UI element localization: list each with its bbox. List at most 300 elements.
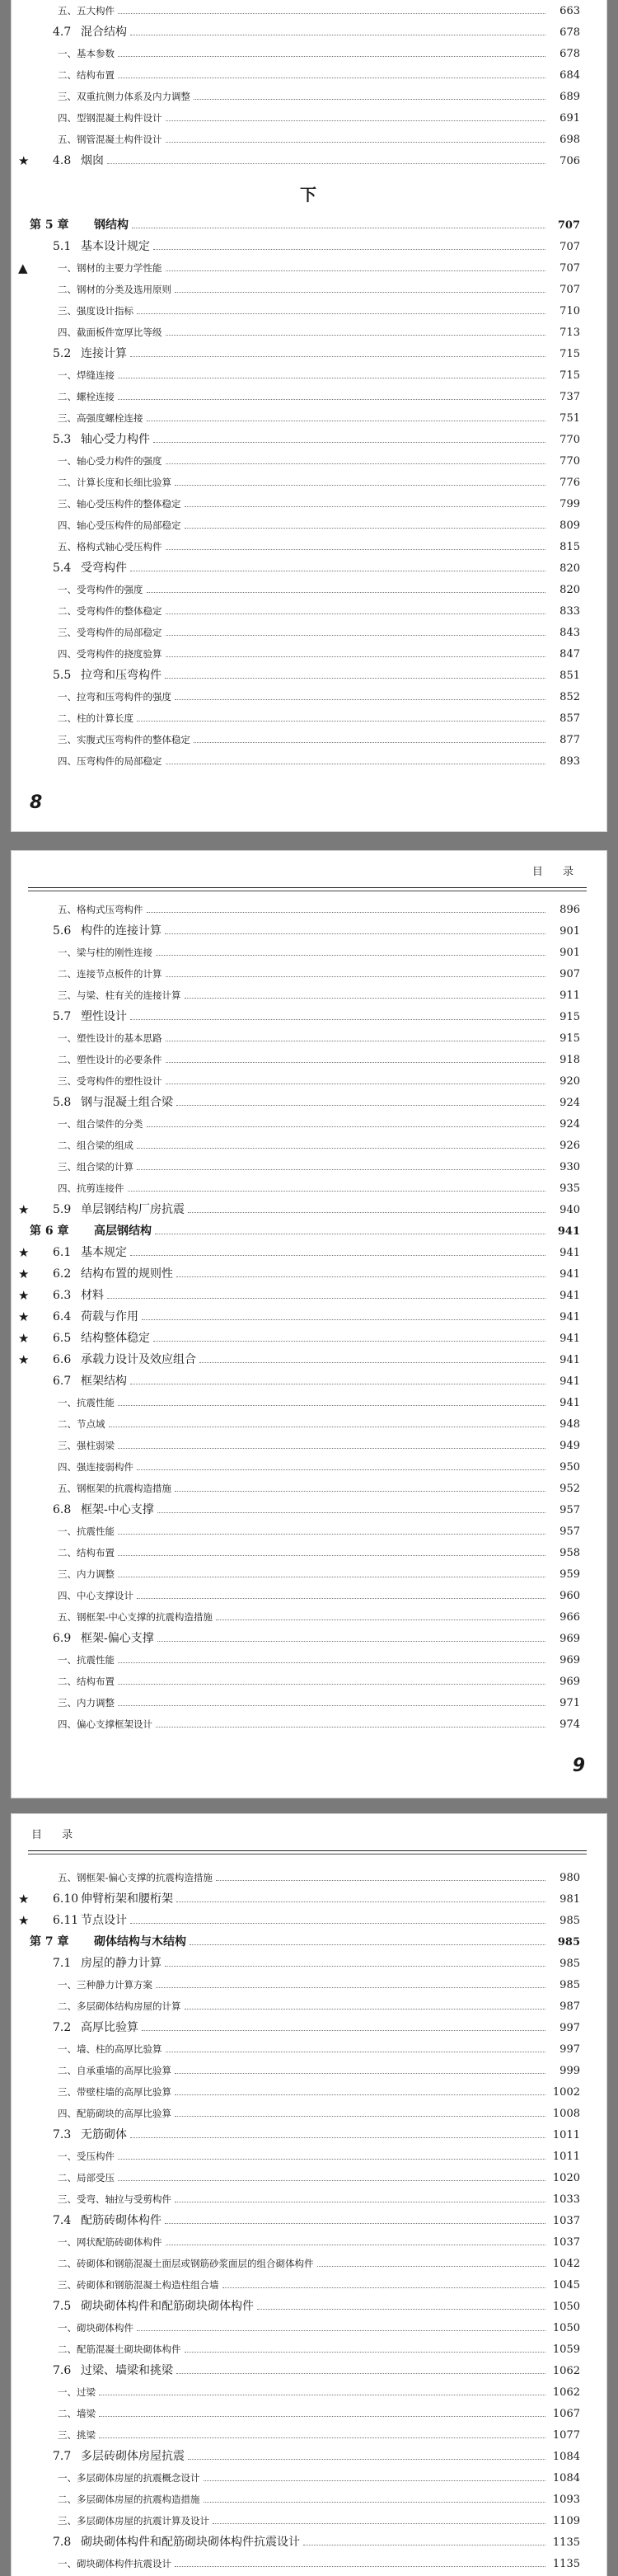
header-rule — [28, 1850, 587, 1851]
toc-subsection-entry[interactable] — [12, 2103, 606, 2124]
entry-title: 五、五大构件 — [58, 5, 115, 16]
toc-subsection-entry[interactable] — [12, 2339, 606, 2360]
entry-page-number: 997 — [559, 2043, 580, 2056]
entry-title: 二、砖砌体和钢筋混凝土面层或钢筋砂浆面层的组合砌体构件 — [58, 2258, 314, 2269]
toc-subsection-entry[interactable] — [12, 686, 606, 707]
entry-title: 二、受弯构件的整体稳定 — [58, 605, 162, 617]
toc-subsection-entry[interactable] — [12, 1435, 606, 1456]
entry-title: 三、与梁、柱有关的连接计算 — [58, 990, 181, 1001]
toc-subsection-entry[interactable] — [12, 279, 606, 300]
entry-title: 节点设计 — [81, 1914, 127, 1927]
toc-section-entry[interactable] — [12, 1953, 606, 1974]
star-marker-icon: ★ — [18, 1913, 30, 1928]
entry-title: 构件的连接计算 — [81, 924, 162, 938]
entry-title: 一、多层砌体房屋的抗震概念设计 — [58, 2472, 200, 2484]
entry-page-number: 1037 — [552, 2236, 580, 2249]
toc-section-entry[interactable] — [12, 2296, 606, 2317]
toc-section-entry[interactable] — [12, 1263, 606, 1285]
dot-leader — [175, 485, 545, 486]
entry-number: 5.6 — [53, 924, 72, 938]
entry-number: 5.5 — [53, 669, 72, 682]
toc-section-entry[interactable] — [12, 2017, 606, 2038]
entry-title: 二、连接节点板件的计算 — [58, 968, 162, 980]
entry-title: 二、钢材的分类及选用原则 — [58, 284, 171, 295]
toc-subsection-entry[interactable] — [12, 579, 606, 600]
entry-page-number: 1037 — [552, 2215, 580, 2227]
dot-leader — [153, 1341, 545, 1342]
toc-subsection-entry[interactable] — [12, 1974, 606, 1995]
toc-subsection-entry[interactable] — [12, 43, 606, 64]
entry-number: 6.3 — [53, 1289, 72, 1302]
toc-subsection-entry[interactable] — [12, 2467, 606, 2489]
dot-leader — [175, 2116, 545, 2117]
dot-leader — [216, 1619, 545, 1620]
dot-leader — [194, 99, 545, 100]
entry-page-number: 920 — [559, 1075, 580, 1088]
toc-subsection-entry[interactable] — [12, 1070, 606, 1092]
toc-section-entry[interactable] — [12, 2531, 606, 2553]
toc-subsection-entry[interactable] — [12, 1135, 606, 1156]
dot-leader — [185, 998, 546, 999]
dot-leader — [175, 292, 545, 293]
toc-chapter-entry[interactable] — [12, 1220, 606, 1242]
toc-subsection-entry[interactable] — [12, 1521, 606, 1542]
entry-title: 连接计算 — [81, 347, 127, 360]
entry-title: 三、高强度螺栓连接 — [58, 412, 143, 424]
entry-page-number: 678 — [559, 48, 580, 60]
entry-page-number: 987 — [559, 2000, 580, 2013]
toc-subsection-entry[interactable] — [12, 0, 606, 21]
entry-title: 二、结构布置 — [58, 1676, 115, 1687]
dot-leader — [166, 976, 546, 977]
toc-subsection-entry[interactable] — [12, 622, 606, 643]
entry-page-number: 981 — [559, 1893, 580, 1906]
toc-subsection-entry[interactable] — [12, 2317, 606, 2339]
dot-leader — [118, 1405, 545, 1406]
toc-subsection-entry[interactable] — [12, 2510, 606, 2531]
toc-subsection-entry[interactable] — [12, 1178, 606, 1199]
running-head: 目 录 — [531, 866, 582, 878]
toc-section-entry[interactable] — [12, 1888, 606, 1910]
entry-title: 一、墙、柱的高厚比验算 — [58, 2043, 162, 2055]
entry-page-number: 941 — [559, 1311, 580, 1323]
entry-title: 过梁、墙梁和挑梁 — [81, 2364, 173, 2377]
entry-title: 四、偏心支撑框架设计 — [58, 1718, 152, 1730]
entry-page-number: 924 — [559, 1118, 580, 1131]
toc-section-entry[interactable] — [12, 1328, 606, 1349]
toc-subsection-entry[interactable] — [12, 515, 606, 536]
entry-title: 一、拉弯和压弯构件的强度 — [58, 691, 171, 703]
entry-page-number: 948 — [559, 1418, 580, 1431]
entry-title: 五、钢框架-中心支撑的抗震构造措施 — [58, 1611, 213, 1623]
dot-leader — [118, 2159, 545, 2160]
toc-subsection-entry[interactable] — [12, 750, 606, 772]
entry-number: 第 6 章 — [30, 1225, 69, 1238]
entry-page-number: 1062 — [552, 2365, 580, 2377]
toc-subsection-entry[interactable] — [12, 472, 606, 493]
toc-subsection-entry[interactable] — [12, 2038, 606, 2060]
toc-subsection-entry[interactable] — [12, 899, 606, 920]
entry-title: 一、抗震性能 — [58, 1525, 115, 1537]
toc-subsection-entry[interactable] — [12, 985, 606, 1006]
toc-entries — [12, 0, 606, 772]
toc-subsection-entry[interactable] — [12, 1606, 606, 1628]
entry-title: 一、焊缝连接 — [58, 369, 115, 381]
toc-subsection-entry[interactable] — [12, 450, 606, 472]
dot-leader — [185, 528, 546, 529]
toc-subsection-entry[interactable] — [12, 2167, 606, 2188]
dot-leader — [142, 1319, 545, 1320]
toc-subsection-entry[interactable] — [12, 2188, 606, 2210]
dot-leader — [118, 1555, 545, 1556]
toc-section-entry[interactable] — [12, 429, 606, 450]
toc-subsection-entry[interactable] — [12, 300, 606, 322]
toc-subsection-entry[interactable] — [12, 257, 606, 279]
dot-leader — [185, 506, 546, 507]
toc-subsection-entry[interactable] — [12, 1413, 606, 1435]
entry-page-number: 1084 — [552, 2472, 580, 2484]
toc-section-entry[interactable] — [12, 2360, 606, 2381]
entry-page-number: 691 — [559, 112, 580, 125]
dot-leader — [176, 2373, 545, 2374]
entry-title: 三、受弯构件的局部稳定 — [58, 627, 162, 638]
dot-leader — [147, 592, 546, 593]
toc-subsection-entry[interactable] — [12, 1392, 606, 1413]
toc-subsection-entry[interactable] — [12, 536, 606, 557]
entry-page-number: 706 — [559, 155, 580, 167]
entry-title: 四、强连接弱构件 — [58, 1461, 133, 1473]
entry-page-number: 958 — [559, 1547, 580, 1559]
toc-section-entry[interactable] — [12, 343, 606, 364]
entry-number: 7.4 — [53, 2214, 72, 2227]
star-marker-icon: ★ — [18, 153, 30, 168]
entry-page-number: 663 — [559, 5, 580, 17]
dot-leader — [130, 1255, 545, 1256]
toc-subsection-entry[interactable] — [12, 2424, 606, 2446]
entry-page-number: 1008 — [552, 2108, 580, 2120]
entry-page-number: 952 — [559, 1483, 580, 1495]
dot-leader — [166, 142, 546, 143]
toc-section-entry[interactable] — [12, 2124, 606, 2146]
toc-section-entry[interactable] — [12, 920, 606, 942]
entry-page-number: 877 — [559, 734, 580, 746]
toc-subsection-entry[interactable] — [12, 386, 606, 407]
toc-subsection-entry[interactable] — [12, 1649, 606, 1671]
entry-page-number: 941 — [559, 1354, 580, 1366]
entry-title: 三、砖砌体和钢筋混凝土构造柱组合墙 — [58, 2279, 219, 2291]
toc-subsection-entry[interactable] — [12, 1156, 606, 1178]
entry-page-number: 852 — [559, 691, 580, 703]
toc-subsection-entry[interactable] — [12, 1113, 606, 1135]
dot-leader — [166, 656, 546, 657]
entry-title: 框架结构 — [81, 1375, 127, 1388]
toc-subsection-entry[interactable] — [12, 129, 606, 150]
entry-title: 砌块砌体构件和配筋砌块砌体构件抗震设计 — [81, 2536, 300, 2549]
toc-subsection-entry[interactable] — [12, 1692, 606, 1713]
entry-title: 二、塑性设计的必要条件 — [58, 1054, 162, 1065]
toc-section-entry[interactable] — [12, 1349, 606, 1370]
toc-subsection-entry[interactable] — [12, 1585, 606, 1606]
dot-leader — [137, 1598, 545, 1599]
dot-leader — [118, 2180, 545, 2181]
toc-section-entry[interactable] — [12, 1306, 606, 1328]
toc-section-entry[interactable] — [12, 150, 606, 172]
dot-leader — [153, 442, 545, 443]
entry-number: 第 7 章 — [30, 1935, 69, 1948]
toc-chapter-entry[interactable] — [12, 1931, 606, 1953]
running-head: 目 录 — [31, 1829, 82, 1841]
toc-subsection-entry[interactable] — [12, 364, 606, 386]
toc-section-entry[interactable] — [12, 665, 606, 686]
entry-title: 三、双重抗侧力体系及内力调整 — [58, 91, 190, 102]
dot-leader — [190, 1944, 545, 1945]
star-marker-icon: ★ — [18, 1202, 30, 1217]
entry-page-number: 901 — [559, 925, 580, 938]
toc-subsection-entry[interactable] — [12, 407, 606, 429]
toc-subsection-entry[interactable] — [12, 1478, 606, 1499]
entry-page-number: 960 — [559, 1590, 580, 1602]
dot-leader — [137, 1169, 545, 1170]
dot-leader — [99, 2416, 545, 2417]
dot-leader — [118, 1684, 545, 1685]
entry-number: 7.2 — [53, 2021, 72, 2034]
toc-subsection-entry[interactable] — [12, 2403, 606, 2424]
entry-title: 一、三种静力计算方案 — [58, 1979, 152, 1991]
dot-leader — [176, 1105, 545, 1106]
toc-subsection-entry[interactable] — [12, 1995, 606, 2017]
toc-subsection-entry[interactable] — [12, 1542, 606, 1563]
entry-page-number: 974 — [559, 1718, 580, 1731]
entry-page-number: 707 — [557, 219, 580, 232]
toc-entries — [12, 1867, 606, 2574]
toc-section-entry[interactable] — [12, 1499, 606, 1521]
entry-page-number: 930 — [559, 1161, 580, 1173]
toc-subsection-entry[interactable] — [12, 2146, 606, 2167]
entry-title: 二、节点域 — [58, 1418, 105, 1430]
entry-title: 框架-偏心支撑 — [81, 1632, 154, 1645]
dot-leader — [157, 1512, 545, 1513]
toc-subsection-entry[interactable] — [12, 2489, 606, 2510]
toc-subsection-entry[interactable] — [12, 2553, 606, 2574]
toc-subsection-entry[interactable] — [12, 963, 606, 985]
toc-section-entry[interactable] — [12, 1199, 606, 1220]
entry-title: 一、受压构件 — [58, 2151, 115, 2162]
entry-page-number: 957 — [559, 1504, 580, 1516]
entry-page-number: 809 — [559, 519, 580, 532]
entry-title: 三、挑梁 — [58, 2429, 96, 2441]
entry-number: 5.8 — [53, 1096, 72, 1109]
entry-title: 二、配筋混凝土砌块砌体构件 — [58, 2343, 181, 2355]
entry-title: 烟囱 — [81, 154, 104, 167]
entry-title: 一、塑性设计的基本思路 — [58, 1032, 162, 1044]
toc-subsection-entry[interactable] — [12, 2274, 606, 2296]
entry-number: 6.6 — [53, 1353, 72, 1366]
entry-title: 三、带壁柱墙的高厚比验算 — [58, 2086, 171, 2098]
dot-leader — [128, 1191, 546, 1192]
entry-number: 7.1 — [53, 1957, 72, 1970]
dot-leader — [153, 249, 545, 250]
dot-leader — [165, 2223, 545, 2224]
toc-section-entry[interactable] — [12, 2210, 606, 2231]
entry-title: 一、网状配筋砖砌体构件 — [58, 2236, 162, 2248]
dot-leader — [165, 933, 545, 934]
toc-subsection-entry[interactable] — [12, 2231, 606, 2253]
entry-title: 二、自承重墙的高厚比验算 — [58, 2065, 171, 2076]
toc-subsection-entry[interactable] — [12, 1671, 606, 1692]
entry-title: 基本规定 — [81, 1246, 127, 1259]
entry-title: 塑性设计 — [81, 1010, 127, 1023]
toc-subsection-entry[interactable] — [12, 2253, 606, 2274]
toc-subsection-entry[interactable] — [12, 86, 606, 107]
toc-subsection-entry[interactable] — [12, 1027, 606, 1049]
toc-entries — [12, 899, 606, 1735]
toc-subsection-entry[interactable] — [12, 707, 606, 729]
entry-page-number: 915 — [559, 1011, 580, 1023]
entry-title: 三、强度设计指标 — [58, 305, 133, 317]
entry-title: 多层砖砌体房屋抗震 — [81, 2450, 185, 2463]
toc-section-entry[interactable] — [12, 2446, 606, 2467]
entry-number: 7.6 — [53, 2364, 72, 2377]
entry-title: 高厚比验算 — [81, 2021, 138, 2034]
toc-subsection-entry[interactable] — [12, 493, 606, 515]
entry-page-number: 941 — [559, 1290, 580, 1302]
toc-subsection-entry[interactable] — [12, 1456, 606, 1478]
entry-title: 四、配筋砌块的高厚比验算 — [58, 2108, 171, 2119]
entry-page-number: 1135 — [552, 2558, 580, 2570]
entry-page-number: 949 — [559, 1440, 580, 1452]
star-marker-icon: ★ — [18, 1892, 30, 1906]
toc-subsection-entry[interactable] — [12, 643, 606, 665]
toc-section-entry[interactable] — [12, 236, 606, 257]
dot-leader — [156, 1727, 545, 1728]
entry-page-number: 1084 — [552, 2451, 580, 2463]
dot-leader — [156, 955, 545, 956]
star-marker-icon: ★ — [18, 1245, 30, 1260]
entry-title: 承载力设计及效应组合 — [81, 1353, 196, 1366]
entry-title: 四、受弯构件的挠度验算 — [58, 648, 162, 660]
toc-subsection-entry[interactable] — [12, 1713, 606, 1735]
toc-subsection-entry[interactable] — [12, 64, 606, 86]
toc-section-entry[interactable] — [12, 1006, 606, 1027]
entry-page-number: 959 — [559, 1568, 580, 1581]
entry-title: 荷载与作用 — [81, 1310, 138, 1323]
dot-leader — [204, 2502, 546, 2503]
entry-page-number: 940 — [559, 1204, 580, 1216]
toc-subsection-entry[interactable] — [12, 2381, 606, 2403]
dot-leader — [188, 2459, 545, 2460]
dot-leader — [165, 1966, 545, 1967]
toc-subsection-entry[interactable] — [12, 1867, 606, 1888]
toc-section-entry[interactable] — [12, 1370, 606, 1392]
entry-title: 一、梁与柱的刚性连接 — [58, 947, 152, 958]
entry-title: 一、抗震性能 — [58, 1654, 115, 1666]
entry-page-number: 1109 — [552, 2515, 580, 2527]
page-number: 9 — [572, 1756, 585, 1776]
entry-title: 三、受弯构件的塑性设计 — [58, 1075, 162, 1087]
entry-title: 一、组合梁件的分类 — [58, 1118, 143, 1130]
toc-section-entry[interactable] — [12, 1092, 606, 1113]
dot-leader — [137, 2330, 545, 2331]
toc-subsection-entry[interactable] — [12, 2060, 606, 2081]
entry-title: 一、钢材的主要力学性能 — [58, 262, 162, 274]
toc-subsection-entry[interactable] — [12, 322, 606, 343]
entry-title: 受弯构件 — [81, 562, 127, 575]
entry-page-number: 941 — [557, 1225, 580, 1238]
dot-leader — [118, 399, 545, 400]
toc-subsection-entry[interactable] — [12, 600, 606, 622]
entry-page-number: 966 — [559, 1611, 580, 1624]
toc-subsection-entry[interactable] — [12, 1563, 606, 1585]
entry-title: 五、钢框架的抗震构造措施 — [58, 1483, 171, 1494]
toc-subsection-entry[interactable] — [12, 942, 606, 963]
dot-leader — [166, 635, 546, 636]
dot-leader — [99, 2437, 545, 2438]
entry-page-number: 924 — [559, 1097, 580, 1109]
entry-page-number: 935 — [559, 1182, 580, 1195]
entry-title: 高层钢结构 — [94, 1225, 152, 1238]
volume-label: 下 — [300, 185, 318, 204]
entry-page-number: 926 — [559, 1140, 580, 1152]
toc-section-entry[interactable] — [12, 1242, 606, 1263]
entry-page-number: 820 — [559, 562, 580, 575]
dot-leader — [166, 120, 546, 121]
dot-leader — [137, 313, 545, 314]
toc-subsection-entry[interactable] — [12, 1049, 606, 1070]
toc-section-entry[interactable] — [12, 21, 606, 43]
entry-title: 四、截面板件宽厚比等级 — [58, 327, 162, 338]
entry-number: 6.2 — [53, 1267, 72, 1281]
toc-section-entry[interactable] — [12, 1285, 606, 1306]
entry-page-number: 1059 — [552, 2343, 580, 2356]
dot-leader — [194, 742, 545, 743]
toc-subsection-entry[interactable] — [12, 107, 606, 129]
entry-page-number: 710 — [559, 305, 580, 317]
dot-leader — [222, 2287, 546, 2288]
entry-page-number: 985 — [559, 1958, 580, 1970]
entry-number: 6.8 — [53, 1503, 72, 1516]
toc-section-entry[interactable] — [12, 1910, 606, 1931]
toc-subsection-entry[interactable] — [12, 729, 606, 750]
entry-page-number: 907 — [559, 968, 580, 980]
entry-title: 结构整体稳定 — [81, 1332, 150, 1345]
entry-number: 6.1 — [53, 1246, 72, 1259]
entry-title: 二、组合梁的组成 — [58, 1140, 133, 1151]
entry-page-number: 985 — [559, 1915, 580, 1927]
dot-leader — [118, 1448, 545, 1449]
dot-leader — [130, 2137, 545, 2138]
toc-chapter-entry[interactable] — [12, 214, 606, 236]
entry-number: 7.7 — [53, 2450, 72, 2463]
entry-number: 第 5 章 — [30, 219, 69, 232]
toc-section-entry[interactable] — [12, 557, 606, 579]
entry-number: 5.9 — [53, 1203, 72, 1216]
entry-number: 7.8 — [53, 2536, 72, 2549]
volume-divider — [12, 172, 606, 214]
entry-title: 轴心受力构件 — [81, 433, 150, 446]
entry-page-number: 980 — [559, 1872, 580, 1884]
entry-page-number: 969 — [559, 1676, 580, 1688]
entry-page-number: 985 — [557, 1936, 580, 1948]
entry-page-number: 776 — [559, 477, 580, 489]
entry-number: 6.9 — [53, 1632, 72, 1645]
entry-title: 四、中心支撑设计 — [58, 1590, 133, 1601]
entry-page-number: 1077 — [552, 2429, 580, 2442]
toc-subsection-entry[interactable] — [12, 2081, 606, 2103]
entry-page-number: 941 — [559, 1247, 580, 1259]
toc-section-entry[interactable] — [12, 1628, 606, 1649]
entry-title: 三、内力调整 — [58, 1568, 115, 1580]
entry-title: 三、多层砌体房屋的抗震计算及设计 — [58, 2515, 209, 2527]
